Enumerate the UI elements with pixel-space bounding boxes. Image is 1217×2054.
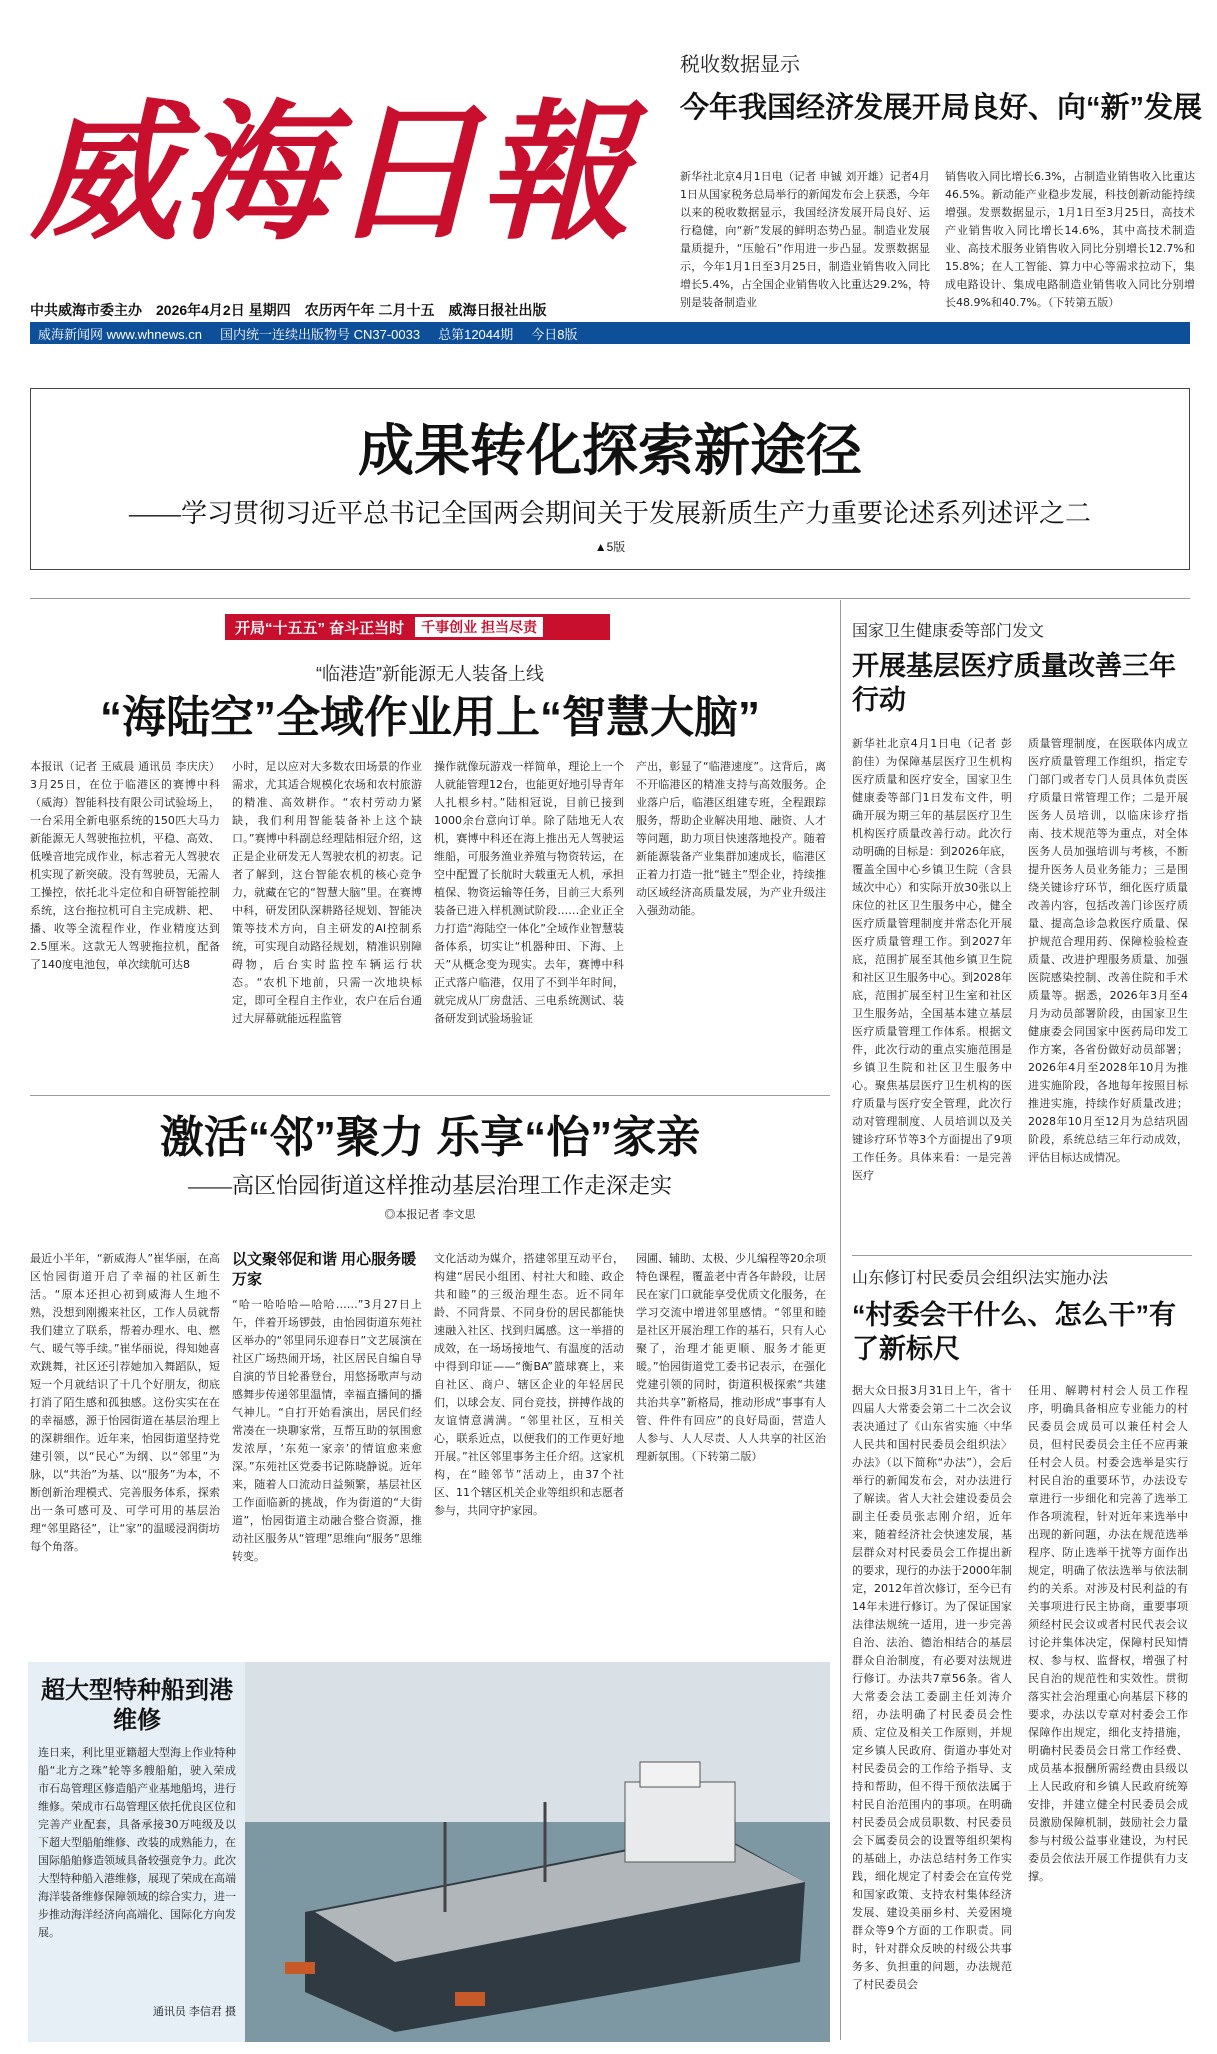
lead-box <box>30 388 1190 570</box>
story3-col1: 最近小半年，“新威海人”崔华丽，在高区怡园街道开启了幸福的社区新生活。“原本还担心初到威海人生地不熟，没想到刚搬来社区，工作人员就帮我们建立了联系，帮着办理水、电、燃气、暖气等手续。”崔华丽说，得知她喜欢跳舞，社区还引荐她加入舞蹈队，短短一个月就结识了十几个好朋友，彻底打消了陌生感和孤独感。这份实实在在的幸福感，源于怡园街道在基层治理上的深耕细作。近年来，怡园街道坚持党建引领，以“民心”为纲、以“邻里”为脉，以“共治”为基、以“服务”为本，不断创新治理模式、完善服务体系，探索出一条可感可及、可学可用的基层治理“邻里路径”，让“家”的温暖浸润街坊每个角落。 <box>30 1252 220 1553</box>
story3-title: 激活“邻”聚力 乐享“怡”家亲 <box>159 1113 701 1162</box>
story2-col4: 产出，彰显了“临港速度”。这背后，离不开临港区的精准支持与高效服务。企业落户后，临港区组建专班，全程跟踪服务，帮助企业解决用地、融资、人才等问题，助力项目快速落地投产。随着新能源装备产业集群加速成长，临港区正着力打造一批“链主”型企业，持续推动区域经济高质量发展，为产业升级注入强劲动能。 <box>636 760 826 917</box>
ship-photo <box>245 1662 830 2042</box>
lead-subtitle: ——学习贯彻习近平总书记全国两会期间关于发展新质生产力重要论述系列述评之二 <box>128 499 1091 528</box>
masthead-info <box>30 300 670 320</box>
top-story-col1: 新华社北京4月1日电（记者 申铖 刘开雄）记者4月1日从国家税务总局举行的新闻发布会上获悉，今年以来的税收数据显示，我国经济发展开局良好、运行稳健，向“新”发展的鲜明态势凸显。制造业发展量质提升，“压舱石”作用进一步凸显。发票数据显示，今年1月1日至3月25日，制造业销售收入同比增长5.4%，占全国企业销售收入比重达29.2%，特别是装备制造业 <box>680 170 930 309</box>
issue-date: 2026年4月2日 星期四 <box>156 302 291 318</box>
ship-illustration <box>245 1662 830 2042</box>
section-divider <box>30 598 1190 599</box>
story3-subtitle: ——高区怡园街道这样推动基层治理工作走深走实 <box>187 1172 672 1198</box>
banner-tag: 千事创业 担当尽责 <box>414 616 544 638</box>
section-divider <box>852 1255 1192 1256</box>
lead-title: 成果转化探索新途径 <box>358 421 862 483</box>
story2-col3: 操作就像玩游戏一样简单，理论上一个人就能管理12台，也能更好地引导青年人扎根乡村。”陆相冠说，目前已接到1000余台意向订单。除了陆地无人农机，赛博中科还在海上推出无人驾驶运维船，可服务渔业养殖与物资转运，在空中配置了长航时大载重无人机，承担植保、物资运输等任务，目前三大系列装备已进入样机测试阶段……企业正全力打造“海陆空一体化”全域作业智慧装备体系，切实让“机器种田、下海、上天”从概念变为现实。去年，赛博中科正式落户临港，仅用了不到半年时间，就完成从厂房盘活、三电系统测试、装备研发到试验场验证 <box>434 760 624 1025</box>
serial-number: 国内统一连续出版物号 CN37-0033 <box>219 326 421 342</box>
section-divider <box>30 1095 830 1096</box>
page-count: 今日8版 <box>531 326 578 342</box>
right2-header <box>852 1265 1192 1366</box>
photo-story-text <box>28 1662 246 2042</box>
press: 威海日报社出版 <box>448 302 547 318</box>
logo-text: 威海日報 <box>30 85 631 261</box>
story3-col2-wrap <box>232 1250 422 1648</box>
masthead-bar <box>30 322 1190 344</box>
right1-col2: 质量管理制度，在医联体内成立医疗质量管理工作组织，指定专门部门或者专门人员具体负责医疗质量日常管理工作；二是开展医务人员培训，以临床诊疗指南、技术规范等为重点，对全体医务人员加强培训与考核，不断提升医务人员业务能力；三是围绕关键诊疗环节，细化医疗质量改善内容，包括改善门诊医疗质量、提高急诊急救医疗质量、保护规范合理用药、保障检验检查质量、改进护理服务质量、加强医院感染控制、改善住院和手术质量等。据悉，2026年3月至4月为动员部署阶段，由国家卫生健康委会同国家中医药局印发工作方案，各省份做好动员部署；2026年4月至2028年10月为推进实施阶段，各地每年按照目标推进实施，持续作好质量改进；2028年10月至12月为总结巩固阶段，系统总结三年行动成效，评估目标达成情况。 <box>1028 737 1188 1164</box>
story3-col2: “哈一哈哈哈—哈哈……”3月27日上午，伴着开场锣鼓，由怡园街道东苑社区举办的“邻里同乐迎春日”文艺展演在社区广场热闹开场，社区居民自编自导自演的节目轮番登台，用悠扬歌声与动感舞步传递邻里温情，幸福直播间的播气神儿。“自打开始看演出，居民们经常凑在一块聊家常，互帮互助的氛围愈发浓厚，‘东苑一家亲’的情谊愈来愈深。”东苑社区党委书记陈晓静说。近年来，随着人口流动日益频繁，基层社区工作面临新的挑战，作为街道的“大街道”，怡园街道主动融合整合资源，推动社区服务从“管理”思维向“服务”思维转变。 <box>232 1298 422 1563</box>
column-divider <box>840 600 841 2040</box>
story2-col1: 本报讯（记者 王威晨 通讯员 李庆庆）3月25日，在位于临港区的赛博中科（威海）智能科技有限公司试验场上，一台采用全新电驱系统的150匹大马力新能源无人驾驶拖拉机，平稳、高效、低噪音地完成作业，标志着无人驾驶农机实现了新突破。没有驾驶员，无需人工操控，依托北斗定位和自研智能控制系统，这台拖拉机可自主完成耕、耙、播、收等全流程作业，作业精度达到2.5厘米。这款无人驾驶拖拉机，配备了140度电池包，单次续航可达8 <box>30 760 220 971</box>
story3-col4: 园圃、辅助、太极、少儿编程等20余项特色课程，覆盖老中青各年龄段，让居民在家门口就能享受优质文化服务，在学习交流中增进邻里感情。“邻里和睦是社区开展治理工作的基石，只有人心聚了，治理才能更顺、服务才能更暖。”怡园街道党工委书记表示，在强化党建引领的同时，街道积极探索“共建共治共享”新格局，推动形成“事事有人管、件件有回应”的良好局面，营造人人参与、人人尽责、人人共享的社区治理新氛围。（下转第二版） <box>636 1252 826 1463</box>
story2-col2: 小时，足以应对大多数农田场景的作业需求，尤其适合规模化农场和农村旅游的精准、高效耕作。“农村劳动力紧缺，我们利用智能装备补上这个缺口。”赛博中科副总经理陆相冠介绍，这正是企业研发无人驾驶农机的初衷。记者了解到，这台智能农机的核心竞争力，就藏在它的“智慧大脑”里。在赛博中科，研发团队深耕路径规划、智能决策等技术方向，自主研发的AI控制系统，可实现自动路径规划，精准识别障碍物，后台实时监控车辆运行状态。“农机下地前，只需一次地块标定，即可全程自主作业，农户在后台通过大屏幕就能远程监管 <box>232 760 422 1025</box>
story3-byline: ◎本报记者 李文思 <box>384 1208 476 1221</box>
story3-col2-head: 以文聚邻促和谐 用心服务暖万家 <box>232 1251 417 1288</box>
right1-kicker: 国家卫生健康委等部门发文 <box>852 623 1045 640</box>
story2-header <box>30 660 830 745</box>
lead-page-ref: ▲5版 <box>594 540 626 554</box>
publisher: 中共威海市委主办 <box>30 302 142 318</box>
top-story-title: 今年我国经济发展开局良好、向“新”发展 <box>680 92 1203 124</box>
top-story <box>680 48 1203 126</box>
story3-col3: 文化活动为媒介，搭建邻里互动平台，构建“居民小组团、村社大和睦、政企共和睦”的三级治理生态。近不同年龄、不同背景、不同身份的居民都能快速融入社区、找到归属感。这一举措的成效，在一场场接地气、有温度的活动中得到印证——“衡BA”篮球赛上，来自社区、商户、辖区企业的年轻居民们，以球会友、同台竞技，拼搏作战的友谊情意满满。“邻里社区，互相关心，联系近点，以便我们的工作更好地开展。”社区邻里事务主任介绍。这家机构，在“睦邻节”活动上，由37个社区、11个辖区机关企业等组织和志愿者参与，共同守护家园。 <box>434 1252 624 1517</box>
right1-title: 开展基层医疗质量改善三年行动 <box>852 651 1176 715</box>
top-story-col2: 销售收入同比增长6.3%，占制造业销售收入比重达46.5%。新动能产业稳步发展，科技创新动能持续增强。发票数据显示，1月1日至3月25日，高技术产业销售收入同比增长14.6%，其中高技术制造业、高技术服务业销售收入同比分别增长12.7%和15.8%；在人工智能、算力中心等需求拉动下，集成电路设计、集成电路制造业销售收入同比分别增长48.9%和40.7%。（下转第五版） <box>945 170 1195 309</box>
theme-banner <box>225 614 610 640</box>
right1-col1: 新华社北京4月1日电（记者 彭韵佳）为保障基层医疗卫生机构医疗质量和医疗安全，国家卫生健康委等部门1日发布文件，明确开展为期三年的基层医疗卫生机构医疗质量改善行动。此次行动明确的目标是：到2026年底，覆盖全国中心乡镇卫生院（含县域次中心）和实际开放30张以上床位的社区卫生服务中心，健全医疗质量管理制度并常态化开展医疗质量管理工作。到2027年底，范围扩展至其他乡镇卫生院和社区卫生服务中心。到2028年底，范围扩展至村卫生室和社区卫生服务站，全国基本建立基层医疗质量管理工作体系。根据文件，此次行动的重点实施范围是乡镇卫生院和社区卫生服务中心。聚焦基层医疗卫生机构的医疗质量与医疗安全管理，此次行动对管理制度、人员培训以及关键诊疗环节等3个方面提出了9项工作任务。具体来看：一是完善医疗 <box>852 737 1012 1182</box>
logo-calligraphy <box>30 50 660 275</box>
story3-header <box>30 1112 830 1222</box>
lunar-date: 农历丙午年 二月十五 <box>304 302 435 318</box>
right2-col1: 据大众日报3月31日上午，省十四届人大常委会第二十二次会议表决通过了《山东省实施〈中华人民共和国村民委员会组织法〉办法》（以下简称“办法”），会后举行的新闻发布会，对办法进行了解读。省人大社会建设委员会副主任委员张志刚介绍，近年来，随着经济社会快速发展，基层群众对村民委员会工作提出新的要求，现行的办法于2000年制定，2012年首次修订，至今已有14年未进行修订。为了保证国家法律法规统一适用，进一步完善自治、法治、德治相结合的基层群众自治制度，有必要对法规进行修订。办法共7章56条。省人大常委会法工委副主任刘涛介绍，办法明确了村民委员会性质、定位及相关工作原则，并规定乡镇人民政府、街道办事处对村民委员会的工作给予指导、支持和帮助，但不得干预依法属于村民自治范围内的事项。在明确村民委员会成员职数、村民委员会下属委员会的设置等组织架构的基础上，办法总结村务工作实践，细化规定了村委会在宣传党和国家政策、支持农村集体经济发展、建设美丽乡村、关爱困境群众等9个方面的工作职责。同时，针对群众反映的村级公共事务多、负担重的问题，办法规范了村民委员会 <box>852 1384 1012 1991</box>
masthead-logo <box>30 50 660 275</box>
right2-title: “村委会干什么、怎么干”有了新标尺 <box>852 1300 1176 1364</box>
story2-title: “海陆空”全域作业用上“智慧大脑” <box>100 693 760 742</box>
right2-kicker: 山东修订村民委员会组织法实施办法 <box>852 1270 1109 1287</box>
banner-text: 开局“十五五” 奋斗正当时 <box>235 619 405 637</box>
photo-story-title: 超大型特种船到港维修 <box>41 1677 233 1734</box>
right2-col2: 任用、解聘村村会人员工作程序，明确具备相应专业能力的村民委员会成员可以兼任村会人员，但村民委员会主任不应再兼任村会人员。村委会选举是实行村民自治的重要环节，办法设专章进行一步细化和完善了选举工作各项流程，针对近年来选举中出现的新问题，办法在规范选举程序、防止选举干扰等方面作出规定，明确了依法选举与依法制约的关系。对涉及村民利益的有关事项进行民主协商，重要事项须经村民会议或者村民代表会议讨论并集体决定，保障村民知情权、参与权、监督权，增强了村民自治的规范性和实效性。贯彻落实社会治理重心向基层下移的要求，办法以专章对村委会工作保障作出规定，细化支持措施，明确村民委员会日常工作经费、成员基本报酬所需经费由县级以上人民政府和乡镇人民政府统筹安排，并建立健全村民委员会成员激励保障机制，鼓励社会力量参与村级公益事业建设，为村民委员会依法开展工作提供有力支撑。 <box>1028 1384 1188 1883</box>
top-story-kicker: 税收数据显示 <box>680 54 800 76</box>
right1-header <box>852 618 1192 717</box>
issue-number: 总第12044期 <box>438 326 514 342</box>
website: 威海新闻网 www.whnews.cn <box>38 326 202 342</box>
photo-story-caption: 连日来，利比里亚籍超大型海上作业特种船“北方之珠”轮等多艘船舶，驶入荣成市石岛管理区修造船产业基地船坞，进行维修。荣成市石岛管理区依托优良区位和完善产业配套，具备承接30万吨级及以下超大型船舶维修、改装的成熟能力，在国际船舶修造领域具备较强竞争力。此次大型特种船入港维修，展现了荣成在高端海洋装备维修保障领域的综合实力，进一步推动海洋经济向高端化、国际化方向发展。 <box>38 1746 236 1939</box>
photo-story-credit: 通讯员 李信君 摄 <box>152 2006 236 2018</box>
story2-kicker: “临港造”新能源无人装备上线 <box>316 664 544 684</box>
